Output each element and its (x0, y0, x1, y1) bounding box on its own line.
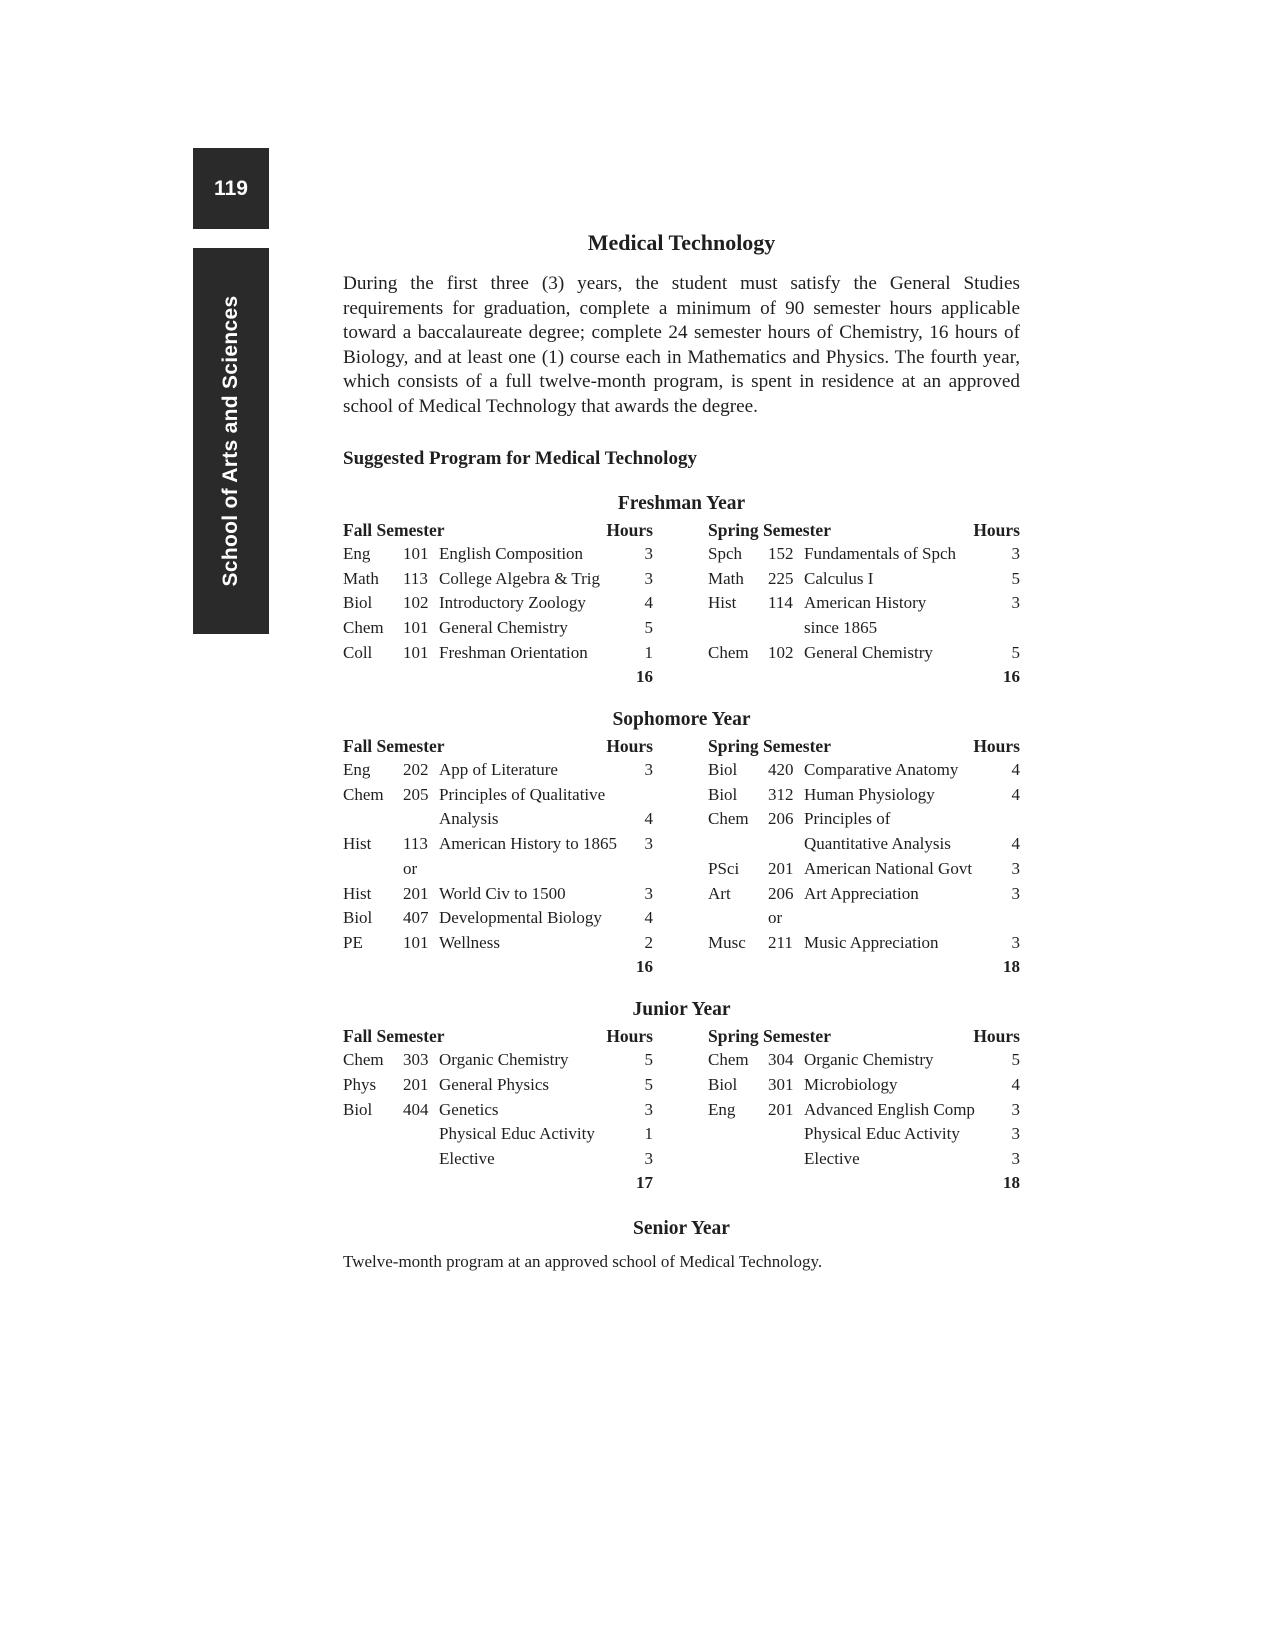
course-dept: Hist (343, 883, 372, 903)
course-title (804, 906, 996, 931)
spring-semester (708, 734, 1020, 978)
course-title: Elective (439, 1149, 495, 1169)
course-row (343, 758, 653, 783)
course-title: Art Appreciation (804, 883, 919, 903)
course-title: College Algebra & Trig (439, 568, 601, 588)
course-title: Quantitative Analysis (804, 834, 951, 854)
course-dept: Chem (708, 642, 749, 662)
course-title: General Chemistry (439, 618, 568, 638)
semester-header (708, 518, 1020, 543)
course-hours: 3 (644, 568, 653, 588)
course-hours: 3 (1011, 1099, 1020, 1119)
hours-header: Hours (606, 1025, 653, 1046)
course-title: Calculus I (804, 568, 874, 588)
course-number: 201 (403, 1074, 429, 1094)
course-title: American History (804, 593, 927, 613)
course-title: Wellness (439, 933, 500, 952)
course-title: Fundamentals of Spch (804, 544, 957, 564)
course-row (708, 641, 1020, 666)
course-hours: 3 (1011, 933, 1020, 952)
hours-header: Hours (606, 735, 653, 756)
course-dept: Hist (708, 593, 737, 613)
course-dept: Eng (708, 1099, 736, 1119)
course-hours: 3 (644, 544, 653, 564)
course-hours: 5 (1011, 1050, 1020, 1070)
course-title: Physical Educ Activity (439, 1124, 595, 1144)
course-hours: 3 (1011, 544, 1020, 564)
semester-header (343, 1024, 653, 1049)
intro-paragraph: During the first three (3) years, the student must satisfy the General Studies requirements for graduation, complete a minimum of 90 semester hours applicable toward a baccalaureate degree; complete 24 semester hours of Chemistry, 16 hours of Biology, and at least one (1) course each in Mathematics and Physics. The fourth year, which consists of a full twelve-month program, is spent in residence at an approved school of Medical Technology that awards the degree. (343, 273, 1020, 417)
hours-header: Hours (973, 1025, 1020, 1046)
course-number: 312 (768, 784, 794, 804)
course-row (343, 857, 653, 882)
course-hours: 5 (644, 1074, 653, 1094)
course-row (708, 591, 1020, 616)
course-number: 304 (768, 1050, 794, 1070)
semester-total: 16 (636, 956, 653, 976)
semester-label: Fall Semester (343, 735, 445, 756)
course-row (343, 1122, 653, 1147)
course-hours: 3 (1011, 1124, 1020, 1144)
course-row (708, 1048, 1020, 1073)
page-number-tab (193, 148, 269, 229)
semester-total: 16 (1003, 666, 1020, 686)
course-hours: 4 (644, 593, 653, 613)
course-dept (708, 832, 768, 857)
course-dept: Chem (343, 618, 384, 638)
course-title: Elective (804, 1149, 860, 1169)
course-row (343, 906, 653, 931)
course-dept: Chem (343, 1050, 384, 1070)
semester-label: Fall Semester (343, 519, 445, 540)
course-title: World Civ to 1500 (439, 883, 566, 903)
page-title: Medical Technology (587, 230, 776, 255)
course-row (708, 832, 1020, 857)
course-row (343, 567, 653, 592)
course-row (343, 931, 653, 956)
course-row (708, 1098, 1020, 1123)
course-hours: 3 (644, 1149, 653, 1169)
course-number: 407 (403, 908, 429, 928)
course-dept (343, 1122, 403, 1147)
course-title: American History to 1865 (439, 834, 617, 854)
course-number: 201 (768, 858, 794, 878)
course-number: 301 (768, 1074, 794, 1094)
course-number: 206 (768, 883, 794, 903)
course-hours: 3 (1011, 883, 1020, 903)
hours-header: Hours (973, 519, 1020, 540)
page-number: 119 (214, 176, 248, 200)
course-title: Principles of Qualitative (439, 784, 606, 804)
course-hours: 3 (1011, 1149, 1020, 1169)
course-title: Organic Chemistry (804, 1050, 934, 1070)
semester-label: Spring Semester (708, 519, 831, 540)
course-hours: 4 (1011, 834, 1020, 854)
year-title: Junior Year (632, 998, 731, 1020)
course-title: Analysis (439, 809, 499, 829)
semester-label: Fall Semester (343, 1025, 445, 1046)
course-number (768, 832, 804, 857)
semester-total: 16 (636, 666, 653, 686)
course-dept: Art (708, 883, 731, 903)
course-row (343, 882, 653, 907)
course-title: Microbiology (804, 1074, 898, 1094)
semester-total: 18 (1003, 1172, 1020, 1192)
course-dept (708, 1122, 768, 1147)
course-number: or (403, 858, 418, 878)
course-row (708, 882, 1020, 907)
course-row (343, 807, 653, 832)
course-dept: Hist (343, 834, 372, 854)
course-hours: 3 (644, 1099, 653, 1119)
course-number (768, 616, 804, 641)
course-dept: Eng (343, 760, 371, 780)
course-hours: 4 (1011, 760, 1020, 780)
course-hours: 3 (1011, 858, 1020, 878)
course-row (343, 641, 653, 666)
year-block (343, 708, 1020, 978)
course-dept (708, 616, 768, 641)
course-hours: 4 (644, 908, 653, 928)
course-hours: 5 (644, 1050, 653, 1070)
spring-semester (708, 1024, 1020, 1194)
course-title: General Physics (439, 1074, 550, 1094)
course-hours: 2 (644, 933, 653, 952)
course-row (343, 832, 653, 857)
course-number: 113 (403, 568, 428, 588)
course-number: 102 (768, 642, 794, 662)
course-title: App of Literature (439, 760, 558, 780)
course-dept (343, 1147, 403, 1172)
course-title: Comparative Anatomy (804, 760, 959, 780)
course-dept (708, 1147, 768, 1172)
semester-header (343, 734, 653, 759)
course-row (343, 591, 653, 616)
course-dept: Math (708, 568, 744, 588)
fall-semester (343, 734, 653, 978)
course-dept: Eng (343, 544, 371, 564)
course-number: 202 (403, 760, 429, 780)
course-number: 101 (403, 544, 429, 564)
course-dept: Chem (708, 1050, 749, 1070)
course-dept: Biol (343, 1099, 373, 1119)
semester-columns (343, 518, 1020, 688)
course-hours: 4 (1011, 784, 1020, 804)
course-row (708, 931, 1020, 956)
course-row (708, 1147, 1020, 1172)
course-hours: 5 (644, 618, 653, 638)
course-row (343, 1098, 653, 1123)
course-row (343, 1048, 653, 1073)
course-title: American National Govt (804, 858, 973, 878)
course-hours: 1 (644, 1124, 653, 1144)
course-dept: Biol (343, 908, 373, 928)
course-hours: 1 (644, 642, 653, 662)
hours-header: Hours (606, 519, 653, 540)
semester-header (708, 734, 1020, 759)
course-hours: 3 (644, 834, 653, 854)
course-number (768, 1122, 804, 1147)
fall-semester (343, 518, 653, 688)
course-dept: Math (343, 568, 379, 588)
course-row (708, 758, 1020, 783)
course-dept (708, 906, 768, 931)
course-number: 420 (768, 760, 794, 780)
course-dept: Coll (343, 642, 373, 662)
year-title: Freshman Year (617, 492, 746, 514)
senior-year-title: Senior Year (633, 1217, 730, 1239)
course-title: Principles of (804, 809, 891, 829)
section-tab (193, 248, 269, 634)
course-title: Physical Educ Activity (804, 1124, 960, 1144)
semester-label: Spring Semester (708, 735, 831, 756)
course-dept: Biol (708, 784, 738, 804)
course-number: 303 (403, 1050, 429, 1070)
semester-total: 17 (636, 1172, 653, 1192)
course-number: 113 (403, 834, 428, 854)
course-title: General Chemistry (804, 642, 933, 662)
senior-year-text: Twelve-month program at an approved school of Medical Technology. (343, 1251, 823, 1271)
course-title: since 1865 (804, 618, 878, 638)
course-hours: 4 (644, 809, 653, 829)
course-dept: Biol (343, 593, 373, 613)
course-dept: Chem (343, 784, 384, 804)
course-hours: 3 (644, 883, 653, 903)
course-number: 101 (403, 642, 429, 662)
course-dept: Phys (343, 1074, 377, 1094)
years-container (343, 492, 1020, 1194)
semester-columns (343, 734, 1020, 978)
course-row (708, 807, 1020, 832)
course-dept: Biol (708, 760, 738, 780)
course-number: 201 (768, 1099, 794, 1119)
course-title: Organic Chemistry (439, 1050, 569, 1070)
course-number: 404 (403, 1099, 429, 1119)
course-row (708, 567, 1020, 592)
course-number: 205 (403, 784, 429, 804)
page-content (343, 226, 1020, 1274)
course-title: Introductory Zoology (439, 593, 586, 613)
course-number: 206 (768, 809, 794, 829)
course-title: Human Physiology (804, 784, 935, 804)
spring-semester (708, 518, 1020, 688)
course-dept (343, 857, 403, 882)
course-hours (629, 783, 653, 808)
year-block (343, 998, 1020, 1194)
year-title: Sophomore Year (612, 708, 751, 730)
course-number: 152 (768, 544, 794, 564)
course-dept: PSci (708, 858, 740, 878)
semester-header (708, 1024, 1020, 1049)
course-title: Freshman Orientation (439, 642, 588, 662)
course-hours: 4 (1011, 1074, 1020, 1094)
course-number: 211 (768, 933, 793, 952)
course-hours: 5 (1011, 568, 1020, 588)
program-heading: Suggested Program for Medical Technology (343, 447, 697, 469)
course-number: 102 (403, 593, 429, 613)
course-title (439, 857, 629, 882)
course-row (708, 616, 1020, 641)
course-dept: Spch (708, 544, 742, 564)
hours-header: Hours (973, 735, 1020, 756)
course-row (708, 1073, 1020, 1098)
course-number: 225 (768, 568, 794, 588)
course-number: 101 (403, 933, 429, 952)
course-dept: Biol (708, 1074, 738, 1094)
course-hours: 3 (1011, 593, 1020, 613)
course-number: or (768, 908, 783, 928)
course-hours (996, 616, 1020, 641)
semester-total: 18 (1003, 956, 1020, 976)
course-row (343, 783, 653, 808)
course-hours: 3 (644, 760, 653, 780)
course-number (403, 1122, 439, 1147)
course-number (403, 807, 439, 832)
course-number: 114 (768, 593, 793, 613)
course-title: Advanced English Comp (804, 1099, 975, 1119)
semester-label: Spring Semester (708, 1025, 831, 1046)
course-title: Developmental Biology (439, 908, 602, 928)
course-dept: Chem (708, 809, 749, 829)
course-row (708, 906, 1020, 931)
section-label: School of Arts and Sciences (219, 295, 242, 587)
course-title: Genetics (439, 1099, 499, 1119)
course-hours (996, 807, 1020, 832)
course-row (343, 542, 653, 567)
course-hours: 5 (1011, 642, 1020, 662)
course-title: English Composition (439, 544, 584, 564)
course-row (708, 857, 1020, 882)
course-row (343, 1147, 653, 1172)
course-hours (629, 857, 653, 882)
course-number: 201 (403, 883, 429, 903)
course-row (708, 542, 1020, 567)
fall-semester (343, 1024, 653, 1194)
course-number (403, 1147, 439, 1172)
course-dept: Musc (708, 933, 746, 952)
course-number: 101 (403, 618, 429, 638)
course-dept: PE (343, 933, 363, 952)
course-row (708, 1122, 1020, 1147)
semester-columns (343, 1024, 1020, 1194)
semester-header (343, 518, 653, 543)
course-row (708, 783, 1020, 808)
course-number (768, 1147, 804, 1172)
course-hours (996, 906, 1020, 931)
course-row (343, 616, 653, 641)
course-title: Music Appreciation (804, 933, 939, 952)
year-block (343, 492, 1020, 688)
course-dept (343, 807, 403, 832)
course-row (343, 1073, 653, 1098)
